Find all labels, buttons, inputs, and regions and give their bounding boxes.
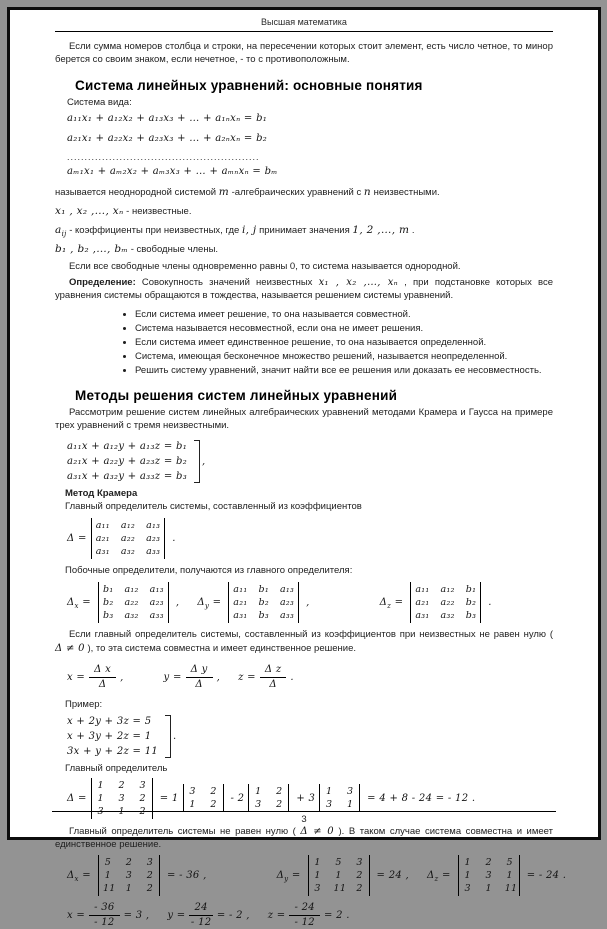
homogeneous-note: Если все свободные члены одновременно равны 0, то система называется однородной. (69, 260, 461, 272)
coeff-base: a (55, 223, 62, 236)
matrix-cell: 2 (276, 799, 283, 811)
matrix-cell: 3 (346, 786, 354, 798)
example-determinants-row (67, 855, 567, 896)
nonzero-math: Δ ≠ 0 (55, 642, 85, 654)
matrix-cell: a₂₃ (146, 533, 161, 545)
matrix-cell: b₃ (465, 609, 477, 621)
matrix-cell: a₁₂ (440, 583, 455, 595)
matrix-cell: 3 (125, 870, 133, 882)
page-number: 3 (301, 814, 307, 825)
matrix-cell: a₂₁ (95, 533, 110, 545)
matrix-cell: a₂₂ (124, 596, 139, 608)
matrix-cell: b₂ (102, 596, 114, 608)
matrix-cell: 2 (356, 883, 363, 895)
example-nonzero-note (55, 825, 553, 852)
matrix-cell: a₁₁ (233, 583, 248, 595)
matrix-cell: 1 (255, 786, 262, 798)
matrix-cell: a₃₁ (233, 609, 248, 621)
free-terms-math: b₁ , b₂ ,…, bₘ (55, 242, 129, 255)
delta-base: Δ (67, 596, 75, 608)
matrix-cell: 3 (255, 799, 262, 811)
matrix-cell: a₁₁ (415, 583, 430, 595)
nonzero-pre: Если главный определитель системы, составленный из коэффициентов при неизвестных не равен нулю ( (69, 628, 553, 640)
definition-post: , при подстановке которых все уравнения системы обращаются в тождества, называется решением системы уравнений. (55, 276, 553, 301)
fraction (89, 664, 116, 691)
matrix-cell: 3 (485, 870, 492, 882)
example-label: Пример: (65, 698, 103, 710)
delta-z-value: = - 24 . (526, 870, 567, 882)
math-m: m (218, 185, 229, 198)
result-value: = 3 , (123, 910, 150, 922)
page-footer (52, 805, 556, 825)
minor-sign-note: Если сумма номеров столбца и строки, на пересечении которых стоит элемент, есть число четное, то минор берется со своим знаком, если нечетное, - то с противоположным. (55, 41, 553, 65)
delta-subscript: y (284, 875, 289, 884)
section-heading-methods: Методы решения систем линейных уравнений (75, 388, 398, 404)
delta-z-symbol (380, 597, 404, 608)
matrix-cell: 5 (335, 857, 342, 869)
unknowns-line (55, 204, 553, 219)
results-row (67, 902, 553, 929)
cramer-formulas-row (67, 664, 553, 691)
matrix-cell: a₂₃ (149, 596, 164, 608)
called-line (55, 185, 553, 200)
matrix-cell: 3 (118, 792, 125, 804)
matrix-cell: 2 (146, 883, 154, 895)
matrix-cell: a₁₃ (146, 520, 161, 532)
matrix-delta-y (228, 582, 299, 623)
called-mid: -алгебраических уравнений с (229, 186, 364, 198)
matrix-cell: 3 (97, 805, 104, 817)
equals-sign: = (82, 870, 91, 882)
result-lhs: z = (267, 910, 286, 922)
free-terms-line (55, 242, 553, 257)
coeff-symbol (55, 224, 67, 236)
delta-subscript: z (387, 601, 392, 610)
system-brace (194, 440, 200, 483)
matrix-cell: b₁ (258, 583, 269, 595)
general-equation-1: a₁₁x₁ + a₁₂x₂ + a₁₃x₃ + … + a₁ₙxₙ = b₁ (67, 112, 268, 124)
matrix-cell: a₁₂ (124, 583, 139, 595)
fraction (189, 902, 212, 929)
example-system-equations (67, 714, 158, 759)
document-page (7, 7, 601, 929)
delta-subscript: x (74, 601, 79, 610)
matrix-delta-z-values (458, 855, 520, 896)
matrix-cell: 1 (335, 870, 342, 882)
ellipsis-row: ....................................................... (67, 151, 260, 162)
matrix-delta (91, 518, 166, 559)
delta-z-after: . (488, 596, 492, 608)
definition-math: x₁ , x₂ ,…, xₙ (318, 276, 399, 288)
frac-post: , (216, 671, 221, 683)
matrix-cell: 2 (276, 786, 283, 798)
expansion-op: + 3 (296, 792, 316, 804)
fraction-denominator: Δ (195, 678, 203, 690)
coefficients-line (55, 223, 553, 238)
page-header (55, 16, 553, 32)
matrix-cell: a₃₃ (146, 546, 161, 558)
system-row: a₃₁x + a₃₂y + a₃₃z = b₃ (67, 471, 188, 483)
system-row: x + 3y + 2z = 1 (67, 730, 152, 742)
unknowns-math: x₁ , x₂ ,…, xₙ (55, 204, 124, 217)
delta-subscript: x (74, 875, 79, 884)
math-n: n (363, 185, 371, 198)
matrix-cell: 2 (356, 870, 363, 882)
system-after: . (173, 730, 177, 742)
matrix-cell: a₃₁ (95, 546, 110, 558)
free-terms-text: - свободные члены. (128, 243, 219, 255)
fraction-numerator: - 24 (289, 902, 319, 916)
list-item: • Система называется несовместной, если она не имеет решения. (135, 322, 553, 335)
delta-y-symbol (197, 597, 221, 608)
matrix-cell: 1 (346, 799, 354, 811)
matrix-cell: 2 (139, 792, 146, 804)
nonzero-post: ). В таком случае система совместна и имеет единственное решение. (55, 825, 554, 850)
equals-sign: = (82, 596, 91, 608)
footer-rule (52, 811, 556, 812)
matrix-cell: a₃₂ (440, 609, 455, 621)
result-lhs: y = (167, 910, 186, 922)
matrix-cell: 2 (485, 857, 492, 869)
matrix-cell: b₂ (258, 596, 269, 608)
matrix-cell: b₃ (258, 609, 269, 621)
called-post: неизвестными. (370, 186, 440, 198)
fraction (260, 664, 287, 691)
frac-post: , (120, 671, 124, 683)
system-after: , (202, 456, 206, 468)
coeff-end: . (409, 224, 415, 236)
matrix-cell: 3 (314, 883, 321, 895)
nonzero-pre: Главный определитель системы не равен нулю ( (69, 825, 301, 837)
delta-subscript: z (434, 875, 439, 884)
list-item: • Система, имеющая бесконечное множество решений, называется неопределенной. (135, 350, 553, 363)
matrix-cell: 1 (506, 870, 513, 882)
matrix-cell: 5 (104, 857, 112, 869)
properties-list (121, 308, 553, 377)
matrix-cell: 2 (146, 870, 154, 882)
kramer-heading: Метод Крамера (65, 488, 138, 500)
coeff-text2: принимает значения (256, 224, 353, 236)
frac-post: . (290, 671, 294, 683)
matrix-cell: a₃₁ (415, 609, 430, 621)
result-value: = - 2 , (216, 910, 250, 922)
delta-lhs: Δ = (67, 792, 87, 804)
matrix-cell: a₁₃ (149, 583, 164, 595)
matrix-cell: b₃ (102, 609, 114, 621)
system-intro: Система вида: (67, 96, 132, 108)
matrix-cell: a₃₂ (120, 546, 136, 558)
nonzero-post: ), то эта система совместна и имеет единственное решение. (84, 642, 357, 654)
matrix-cell: 1 (97, 792, 104, 804)
system-row: a₂₁x + a₂₂y + a₂₃z = b₂ (67, 456, 188, 468)
delta-z-symbol (426, 870, 451, 884)
coeff-text1: - коэффициенты при неизвестных, где (66, 224, 242, 236)
delta-base: Δ (276, 870, 285, 882)
matrix-cell: a₁₃ (279, 583, 295, 595)
header-rule (55, 31, 553, 32)
delta-lhs: Δ = (67, 533, 87, 545)
matrix-delta-z (410, 582, 481, 623)
delta-base: Δ (426, 870, 435, 882)
equals-sign: = (394, 596, 404, 608)
matrix-cell: a₁₁ (95, 520, 110, 532)
fraction-denominator: - 12 (190, 917, 212, 929)
matrix-cell: 3 (146, 857, 154, 869)
fraction-numerator: Δ y (186, 664, 213, 678)
fraction-numerator: 24 (189, 902, 212, 916)
delta-base: Δ (379, 596, 388, 608)
definition-paragraph (55, 276, 553, 303)
matrix-cell: a₃₃ (279, 609, 295, 621)
definition-label: Определение: (69, 276, 136, 288)
system-brace (165, 715, 171, 758)
matrix-cell: 1 (118, 805, 125, 817)
matrix-cell: 5 (506, 857, 513, 869)
delta-y-symbol (276, 870, 301, 884)
nonzero-math: Δ ≠ 0 (300, 825, 334, 837)
matrix-cell: 3 (464, 883, 471, 895)
matrix-cell: 11 (504, 883, 518, 895)
general-system-block (67, 439, 553, 484)
math-range: 1, 2 ,…, m (352, 223, 410, 236)
system-equations (67, 439, 187, 484)
delta-subscript: y (204, 601, 210, 610)
general-equation-2: a₂₁x₁ + a₂₂x₂ + a₂₃x₃ + … + a₂ₙxₙ = b₂ (67, 132, 268, 144)
equals-sign: = (212, 596, 222, 608)
fraction-denominator: Δ (269, 678, 277, 690)
matrix-cell: 11 (333, 883, 347, 895)
header-title: Высшая математика (261, 17, 347, 27)
matrix-cell: a₂₃ (279, 596, 295, 608)
minor-determinants-intro: Побочные определители, получаются из главного определителя: (65, 565, 353, 577)
equals-sign: = (442, 870, 451, 882)
main-determinant-row (67, 518, 553, 559)
delta-x-after: , (175, 596, 180, 608)
matrix-cell: a₂₁ (415, 596, 430, 608)
matrix-cell: 1 (464, 870, 471, 882)
frac-lhs: z = (238, 671, 256, 683)
matrix-cell: b₁ (465, 583, 477, 595)
matrix-delta-y-values (308, 855, 370, 896)
system-row: x + 2y + 3z = 5 (67, 715, 152, 727)
matrix-cell: 3 (356, 857, 363, 869)
matrix-cell: a₃₂ (124, 609, 139, 621)
matrix-cell: a₂₂ (440, 596, 455, 608)
matrix-cell: a₁₂ (120, 520, 136, 532)
fraction-denominator: - 12 (294, 917, 315, 929)
coeff-subscript: ij (61, 229, 67, 238)
matrix-cell: 1 (314, 857, 321, 869)
equals-sign: = (291, 870, 301, 882)
fraction-numerator: Δ x (89, 664, 116, 678)
expansion-op: = 1 (159, 792, 179, 804)
matrix-cell: 1 (189, 799, 196, 811)
matrix-cell: 2 (139, 805, 146, 817)
matrix-cell: 1 (125, 883, 133, 895)
matrix-cell: 3 (189, 786, 196, 798)
example-system-block (67, 714, 553, 759)
delta-base: Δ (67, 870, 75, 882)
matrix-cell: 1 (97, 779, 104, 791)
matrix-cell: 1 (314, 870, 321, 882)
matrix-cell: 2 (125, 857, 133, 869)
fraction (289, 902, 319, 929)
frac-lhs: y = (163, 671, 182, 683)
matrix-cell: 1 (485, 883, 492, 895)
matrix-cell: 2 (210, 786, 217, 798)
matrix-cell: b₁ (102, 583, 114, 595)
minor-determinants-row (67, 582, 553, 623)
called-pre: называется неоднородной системой (55, 186, 219, 198)
definition-pre: Совокупность значений неизвестных (135, 276, 319, 288)
delta-base: Δ (197, 596, 205, 608)
matrix-cell: a₃₃ (149, 609, 164, 621)
methods-intro: Рассмотрим решение систем линейных алгебраических уравнений методами Крамера и Гаусса на примере трех уравнений с тремя неизвестными. (55, 407, 553, 432)
general-equation-m: aₘ₁x₁ + aₘ₂x₂ + aₘ₃x₃ + … + aₘₙxₙ = bₘ (67, 165, 278, 177)
matrix-cell: 11 (102, 883, 116, 895)
main-determinant-label: Главный определитель (65, 762, 168, 774)
result-value: = 2 . (323, 910, 350, 922)
expansion-result: = 4 + 8 - 24 = - 12 . (367, 792, 476, 804)
matrix-cell: b₂ (465, 596, 477, 608)
delta-after: . (172, 533, 176, 545)
system-row: a₁₁x + a₁₂y + a₁₃z = b₁ (67, 441, 188, 453)
unknowns-text: - неизвестные. (123, 205, 192, 217)
matrix-cell: 3 (325, 799, 333, 811)
section-heading-concepts: Система линейных уравнений: основные понятия (75, 77, 423, 93)
list-item: • Если система имеет решение, то она называется совместной. (135, 308, 553, 321)
delta-x-symbol (67, 597, 91, 608)
fraction (186, 664, 213, 691)
matrix-cell: a₂₁ (233, 596, 248, 608)
matrix-cell: a₂₂ (120, 533, 136, 545)
fraction (89, 902, 119, 929)
main-determinant-intro: Главный определитель системы, составленный из коэффициентов (65, 501, 362, 513)
nonzero-condition (55, 629, 553, 656)
frac-lhs: x = (67, 671, 86, 683)
matrix-cell: 2 (210, 799, 217, 811)
result-lhs: x = (67, 910, 86, 922)
matrix-cell: 1 (464, 857, 471, 869)
list-item: • Решить систему уравнений, значит найти все ее решения или доказать ее несовместность. (135, 364, 553, 377)
delta-x-symbol (67, 870, 91, 884)
expansion-op: - 2 (230, 792, 245, 804)
fraction-denominator: - 12 (94, 917, 115, 929)
matrix-delta-x (98, 582, 169, 623)
list-item: • Если система имеет единственное решение, то она называется определенной. (135, 336, 553, 349)
matrix-delta-x-values (98, 855, 160, 896)
system-row: 3x + y + 2z = 11 (67, 745, 159, 757)
fraction-denominator: Δ (98, 678, 107, 690)
fraction-numerator: Δ z (260, 664, 287, 678)
matrix-cell: 2 (118, 779, 125, 791)
delta-y-after: , (306, 596, 310, 608)
matrix-cell: 3 (139, 779, 146, 791)
math-ij: i, j (241, 223, 257, 236)
matrix-cell: 1 (104, 870, 112, 882)
delta-y-value: = 24 , (376, 870, 409, 882)
fraction-numerator: - 36 (89, 902, 119, 916)
delta-x-value: = - 36 , (166, 870, 207, 882)
matrix-cell: 1 (325, 786, 333, 798)
